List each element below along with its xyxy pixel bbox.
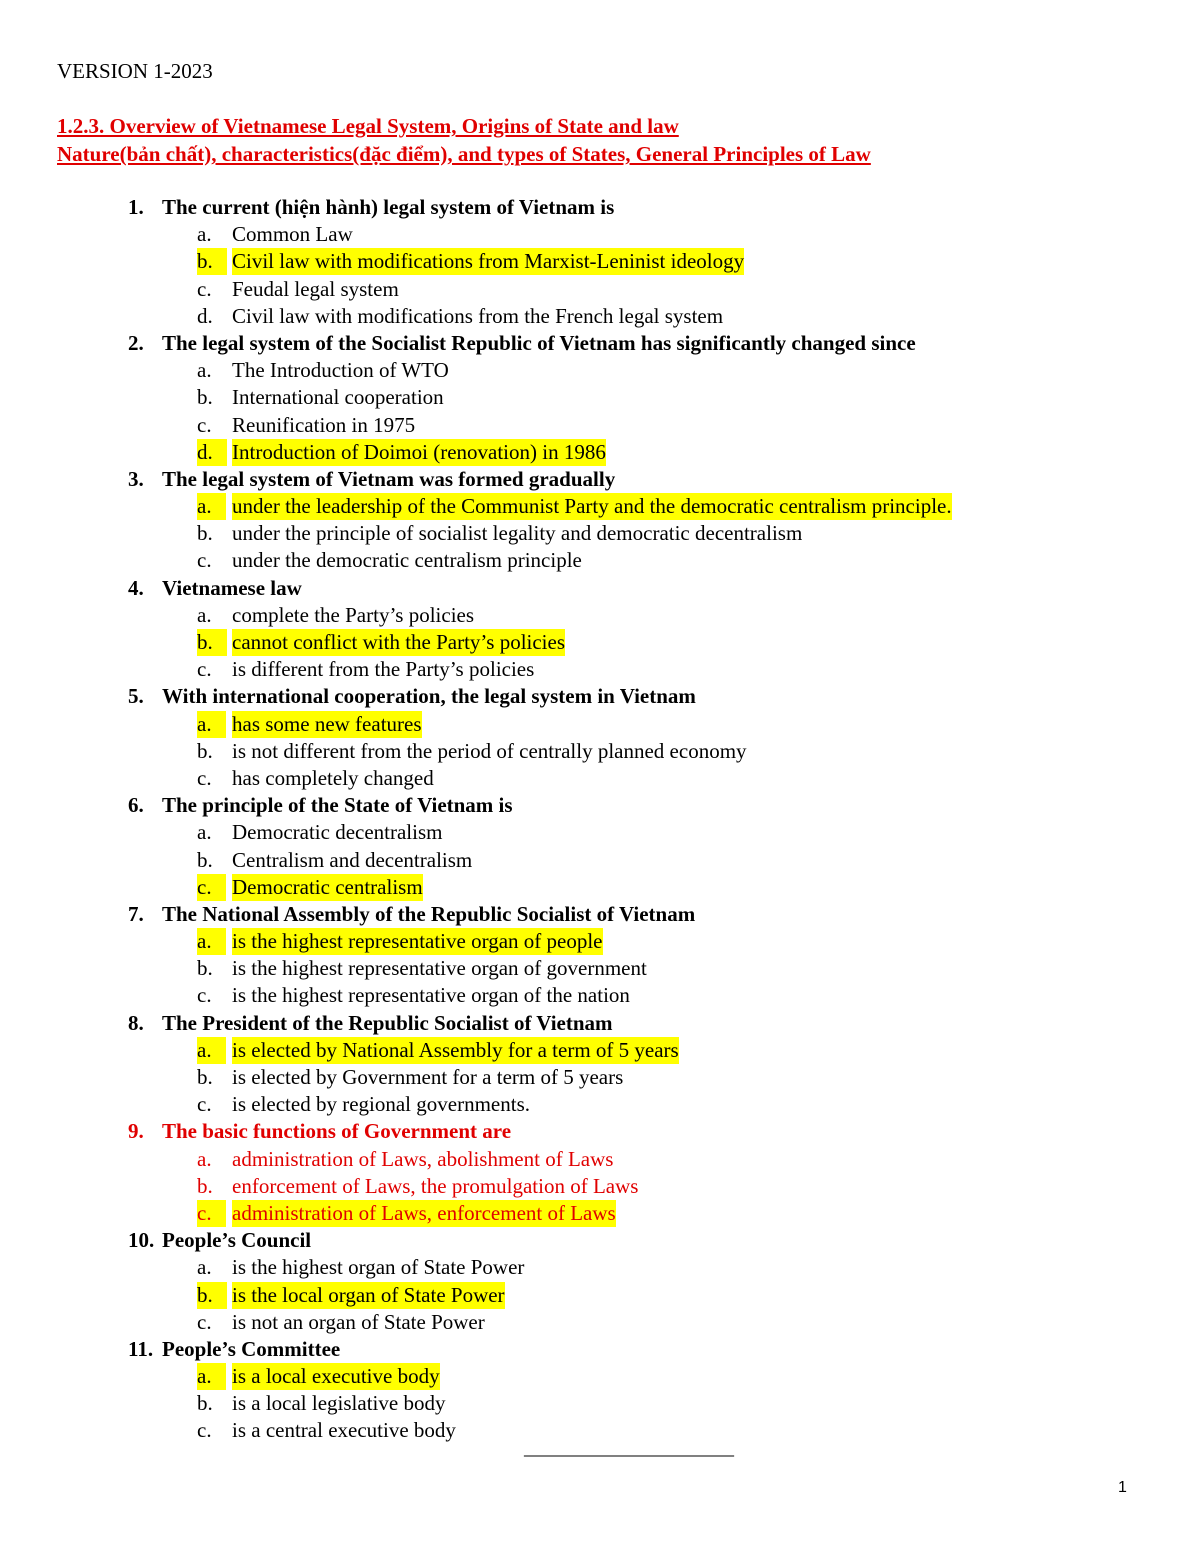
option-letter: a. [197, 1037, 226, 1064]
answer-option [0, 221, 1200, 248]
version-label: VERSION 1-2023 [57, 59, 213, 83]
question [0, 1010, 1200, 1037]
question-number: 7. [128, 901, 144, 926]
question-text: The President of the Republic Socialist of Vietnam [162, 1010, 613, 1035]
option-letter: c. [197, 657, 212, 682]
option-text: Democratic decentralism [232, 820, 443, 845]
question-text: The legal system of Vietnam was formed gradually [162, 466, 616, 491]
answer-option-correct [0, 1363, 1200, 1390]
answer-option [0, 656, 1200, 683]
option-text: Introduction of Doimoi (renovation) in 1986 [232, 439, 606, 464]
option-text: Centralism and decentralism [232, 847, 473, 872]
section-subtitle: Nature(bản chất), characteristics(đặc điểm), and types of States, General Principles of Law [57, 142, 871, 166]
question [0, 792, 1200, 819]
option-text: International cooperation [232, 385, 444, 410]
option-letter: c. [197, 874, 226, 901]
option-letter: a. [197, 1255, 212, 1280]
option-letter: b. [197, 385, 213, 410]
answer-option-correct [0, 1200, 1200, 1227]
option-text: is a central executive body [232, 1418, 456, 1443]
option-letter: b. [197, 1065, 213, 1089]
question [0, 194, 1200, 221]
option-letter: c. [197, 1309, 212, 1334]
option-letter: c. [197, 765, 212, 790]
option-letter: b. [197, 847, 213, 872]
answer-option [0, 1064, 1200, 1091]
option-text: is a local executive body [232, 1364, 440, 1389]
answer-option [0, 520, 1200, 547]
question [0, 330, 1200, 357]
option-letter: b. [197, 956, 213, 981]
option-letter: a. [197, 1146, 212, 1171]
question [0, 1227, 1200, 1254]
answer-option-correct [0, 629, 1200, 656]
answer-option-correct [0, 439, 1200, 466]
option-text: enforcement of Laws, the promulgation of Laws [232, 1173, 639, 1198]
option-text: is elected by regional governments. [232, 1092, 530, 1117]
answer-option [0, 955, 1200, 982]
answer-option [0, 1309, 1200, 1336]
option-text: The Introduction of WTO [232, 358, 449, 383]
option-letter: b. [197, 1173, 213, 1198]
question-number: 2. [128, 330, 144, 355]
option-letter: c. [197, 412, 212, 437]
option-text: is different from the Party’s policies [232, 657, 535, 682]
question-text: The legal system of the Socialist Republic of Vietnam has significantly changed since [162, 330, 916, 355]
option-text: Democratic centralism [232, 874, 423, 899]
option-text: cannot conflict with the Party’s policies [232, 630, 566, 654]
answer-option [0, 276, 1200, 303]
question-list [0, 194, 1200, 1445]
answer-option [0, 1146, 1200, 1173]
page-number: 1 [1118, 1479, 1127, 1496]
separator-line: —————————— [524, 1442, 734, 1466]
question-number: 11. [128, 1336, 154, 1361]
option-letter: b. [197, 248, 227, 275]
option-text: Feudal legal system [232, 276, 399, 301]
answer-option [0, 1091, 1200, 1118]
question-text: The basic functions of Government are [162, 1119, 512, 1144]
option-letter: c. [197, 1092, 212, 1117]
option-letter: a. [197, 222, 212, 247]
option-letter: b. [197, 1282, 227, 1309]
question-number: 3. [128, 466, 144, 491]
question-number: 6. [128, 793, 144, 818]
question-text: The principle of the State of Vietnam is [162, 793, 513, 818]
option-letter: b. [197, 738, 213, 763]
option-letter: a. [197, 820, 212, 845]
answer-option [0, 982, 1200, 1009]
answer-option [0, 1173, 1200, 1200]
answer-option [0, 738, 1200, 765]
answer-option-correct [0, 493, 1200, 520]
question-number: 4. [128, 575, 144, 600]
answer-option [0, 384, 1200, 411]
option-text: has completely changed [232, 765, 434, 790]
question-number: 10. [128, 1228, 155, 1253]
question-number: 8. [128, 1010, 144, 1035]
option-text: is the highest organ of State Power [232, 1255, 525, 1280]
option-letter: c. [197, 1418, 212, 1443]
question-text: The National Assembly of the Republic Socialist of Vietnam [162, 901, 696, 926]
option-letter: b. [197, 629, 227, 656]
option-text: under the leadership of the Communist Party and the democratic centralism principle. [232, 494, 952, 519]
option-text: Common Law [232, 222, 353, 247]
option-text: is the local organ of State Power [232, 1282, 505, 1307]
question [0, 1336, 1200, 1363]
option-text: Civil law with modifications from Marxist-Leninist ideology [232, 249, 745, 274]
option-text: is elected by Government for a term of 5 years [232, 1065, 624, 1089]
question-number: 5. [128, 684, 144, 709]
question-text: With international cooperation, the legal system in Vietnam [162, 684, 696, 709]
answer-option [0, 412, 1200, 439]
question [0, 901, 1200, 928]
option-letter: a. [197, 602, 212, 627]
section-title: 1.2.3. Overview of Vietnamese Legal System, Origins of State and law [57, 114, 679, 138]
answer-option [0, 765, 1200, 792]
option-text: is not an organ of State Power [232, 1309, 485, 1334]
answer-option [0, 547, 1200, 574]
option-text: under the democratic centralism principle [232, 548, 582, 573]
option-letter: c. [197, 276, 212, 301]
answer-option-correct [0, 711, 1200, 738]
option-text: is elected by National Assembly for a term of 5 years [232, 1037, 679, 1062]
option-text: administration of Laws, enforcement of Laws [232, 1200, 616, 1225]
answer-option [0, 602, 1200, 629]
option-text: administration of Laws, abolishment of Laws [232, 1146, 614, 1171]
option-text: is a local legislative body [232, 1391, 446, 1416]
question [0, 1118, 1200, 1145]
question-number: 9. [128, 1119, 144, 1144]
option-text: Reunification in 1975 [232, 412, 416, 437]
option-letter: c. [197, 983, 212, 1008]
option-letter: c. [197, 1200, 226, 1227]
question-text: The current (hiện hành) legal system of Vietnam is [162, 195, 615, 219]
question-text: Vietnamese law [162, 575, 302, 600]
option-text: under the principle of socialist legality and democratic decentralism [232, 521, 803, 546]
option-text: Civil law with modifications from the French legal system [232, 303, 724, 328]
option-letter: a. [197, 1363, 226, 1390]
answer-option-correct [0, 928, 1200, 955]
option-letter: b. [197, 521, 213, 546]
answer-option-correct [0, 874, 1200, 901]
answer-option [0, 1254, 1200, 1281]
question [0, 683, 1200, 710]
option-text: is not different from the period of centrally planned economy [232, 738, 747, 763]
answer-option [0, 819, 1200, 846]
option-text: complete the Party’s policies [232, 602, 475, 627]
option-letter: b. [197, 1391, 213, 1416]
answer-option [0, 303, 1200, 330]
option-letter: c. [197, 548, 212, 573]
question [0, 466, 1200, 493]
option-letter: d. [197, 303, 213, 328]
option-letter: d. [197, 439, 227, 466]
question-text: People’s Committee [162, 1336, 341, 1361]
option-text: is the highest representative organ of people [232, 929, 603, 954]
question-number: 1. [128, 195, 144, 219]
option-letter: a. [197, 493, 226, 520]
option-text: has some new features [232, 711, 422, 736]
option-letter: a. [197, 928, 226, 955]
question-text: People’s Council [162, 1228, 312, 1253]
answer-option-correct [0, 248, 1200, 275]
answer-option-correct [0, 1037, 1200, 1064]
answer-option-correct [0, 1282, 1200, 1309]
option-letter: a. [197, 711, 226, 738]
answer-option [0, 1390, 1200, 1417]
question [0, 575, 1200, 602]
option-letter: a. [197, 358, 212, 383]
option-text: is the highest representative organ of government [232, 956, 647, 981]
option-text: is the highest representative organ of the nation [232, 983, 630, 1008]
answer-option [0, 847, 1200, 874]
answer-option [0, 357, 1200, 384]
